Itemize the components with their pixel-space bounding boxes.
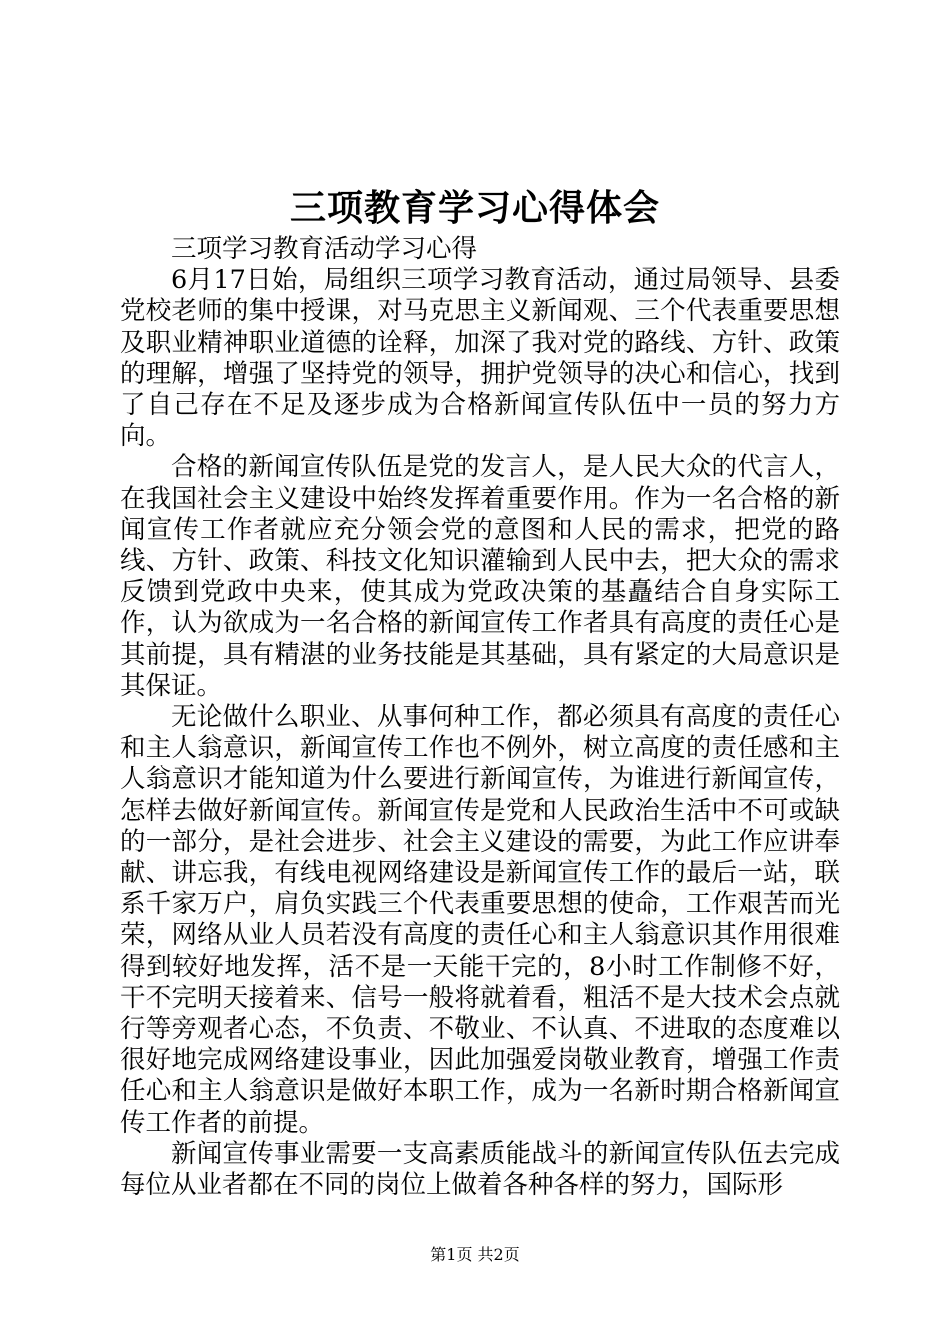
paragraph: 6月17日始，局组织三项学习教育活动，通过局领导、县委党校老师的集中授课，对马克思主义新闻观、三个代表重要思想及职业精神职业道德的诠释，加深了我对党的路线、方针、政策的理解，增强了坚持党的领导，拥护党领导的决心和信心，找到了自己存在不足及逐步成为合格新闻宣传队伍中一员的努力方向。 <box>120 265 840 452</box>
document-body <box>120 234 840 1201</box>
document-title: 三项教育学习心得体会 <box>289 187 660 229</box>
paragraph: 合格的新闻宣传队伍是党的发言人，是人民大众的代言人，在我国社会主义建设中始终发挥着重要作用。作为一名合格的新闻宣传工作者就应充分领会党的意图和人民的需求，把党的路线、方针、政策、科技文化知识灌输到人民中去，把大众的需求反馈到党政中央来，使其成为党政决策的基矗结合自身实际工作，认为欲成为一名合格的新闻宣传工作者具有高度的责任心是其前提，具有精湛的业务技能是其基础，具有紧定的大局意识是其保证。 <box>120 452 840 701</box>
paragraph: 新闻宣传事业需要一支高素质能战斗的新闻宣传队伍去完成每位从业者都在不同的岗位上做着各种各样的努力，国际形 <box>120 1138 840 1201</box>
document-subtitle: 三项学习教育活动学习心得 <box>171 234 478 264</box>
paragraph: 无论做什么职业、从事何种工作，都必须具有高度的责任心和主人翁意识，新闻宣传工作也不例外，树立高度的责任感和主人翁意识才能知道为什么要进行新闻宣传，为谁进行新闻宣传，怎样去做好新闻宣传。新闻宣传是党和人民政治生活中不可或缺的一部分，是社会进步、社会主义建设的需要，为此工作应讲奉献、讲忘我，有线电视网络建设是新闻宣传工作的最后一站，联系千家万户，肩负实践三个代表重要思想的使命，工作艰苦而光荣，网络从业人员若没有高度的责任心和主人翁意识其作用很难得到较好地发挥，活不是一天能干完的，8小时工作制修不好，干不完明天接着来、信号一般将就着看，粗活不是大技术会点就行等旁观者心态，不负责、不敬业、不认真、不进取的态度难以很好地完成网络建设事业，因此加强爱岗敬业教育，增强工作责任心和主人翁意识是做好本职工作，成为一名新时期合格新闻宣传工作者的前提。 <box>120 702 840 1138</box>
page-footer: 第1页 共2页 <box>430 1245 520 1264</box>
